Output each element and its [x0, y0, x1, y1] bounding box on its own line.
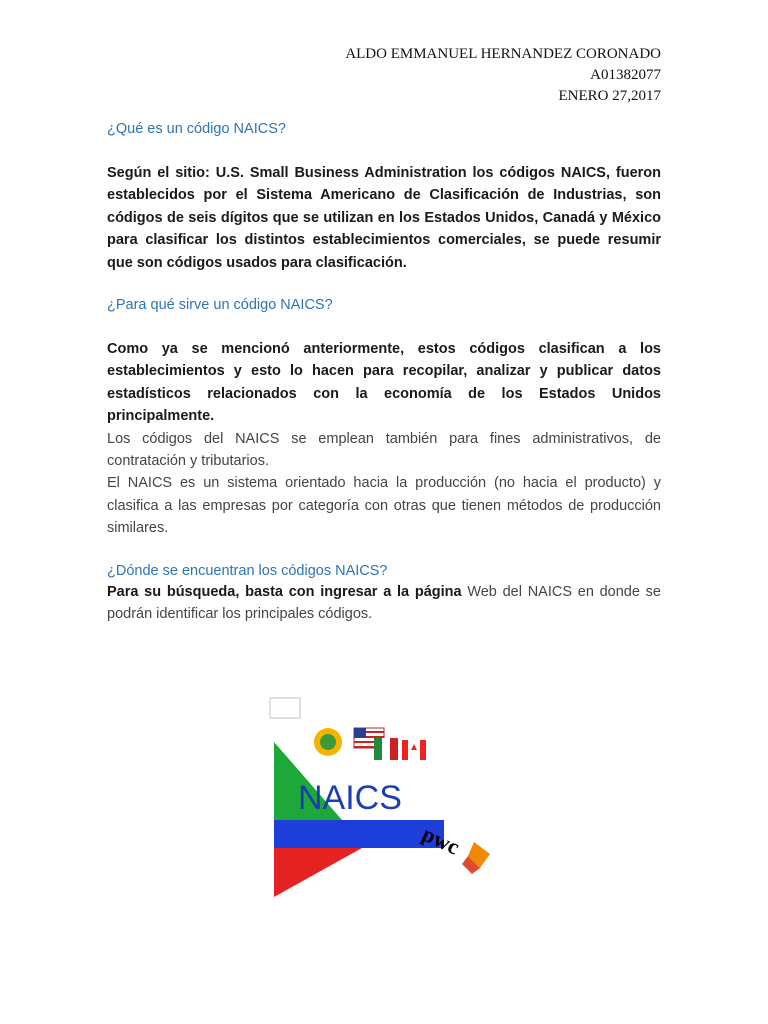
section2-body [107, 338, 661, 540]
blue-band [274, 820, 444, 848]
section3-text: Web del NAICS en donde se podrán identificar los principales códigos. [107, 584, 661, 623]
section1-heading: ¿Qué es un código NAICS? [107, 121, 286, 137]
section3-bold-text: Para su búsqueda, basta con ingresar a la página [107, 584, 468, 600]
section2-paragraph-3: El NAICS es un sistema orientado hacia la producción (no hacia el producto) y clasifica a las empresas por categoría con otras que tienen métodos de producción similares. [107, 475, 661, 537]
section2-paragraph-2: Los códigos del NAICS se emplean también para fines administrativos, de contratación y tributarios. [107, 430, 661, 470]
pwc-logo-text: pwc [418, 820, 464, 860]
student-id: A01382077 [590, 67, 661, 83]
section1-body [107, 162, 661, 274]
author-header [345, 44, 661, 107]
section3-body [107, 581, 661, 626]
naics-logo-text: NAICS [298, 779, 402, 817]
red-triangle [274, 848, 362, 897]
naics-logo-image [262, 692, 502, 902]
section3-heading: ¿Dónde se encuentran los códigos NAICS? [107, 563, 388, 579]
section2-paragraph-1: Como ya se mencionó anteriormente, estos códigos clasifican a los establecimientos y esto lo hacen para recopilar, analizar y publicar datos estadísticos relacionados con la economía de los Estados Unidos principalmente. [107, 341, 661, 425]
pwc-mark-icon [462, 842, 490, 874]
section1-paragraph: Según el sitio: U.S. Small Business Administration los códigos NAICS, fueron establecidos por el Sistema Americano de Clasificación de Industrias, son códigos de seis dígitos que se utilizan en los Estados Unidos, Canadá y México para clasificar los distintos establecimientos comerciales, se puede resumir que son códigos usados para clasificación. [107, 165, 661, 271]
section2-heading: ¿Para qué sirve un código NAICS? [107, 297, 333, 313]
document-date: ENERO 27,2017 [558, 88, 661, 104]
flags-icon [270, 698, 426, 760]
author-name: ALDO EMMANUEL HERNANDEZ CORONADO [345, 46, 661, 62]
